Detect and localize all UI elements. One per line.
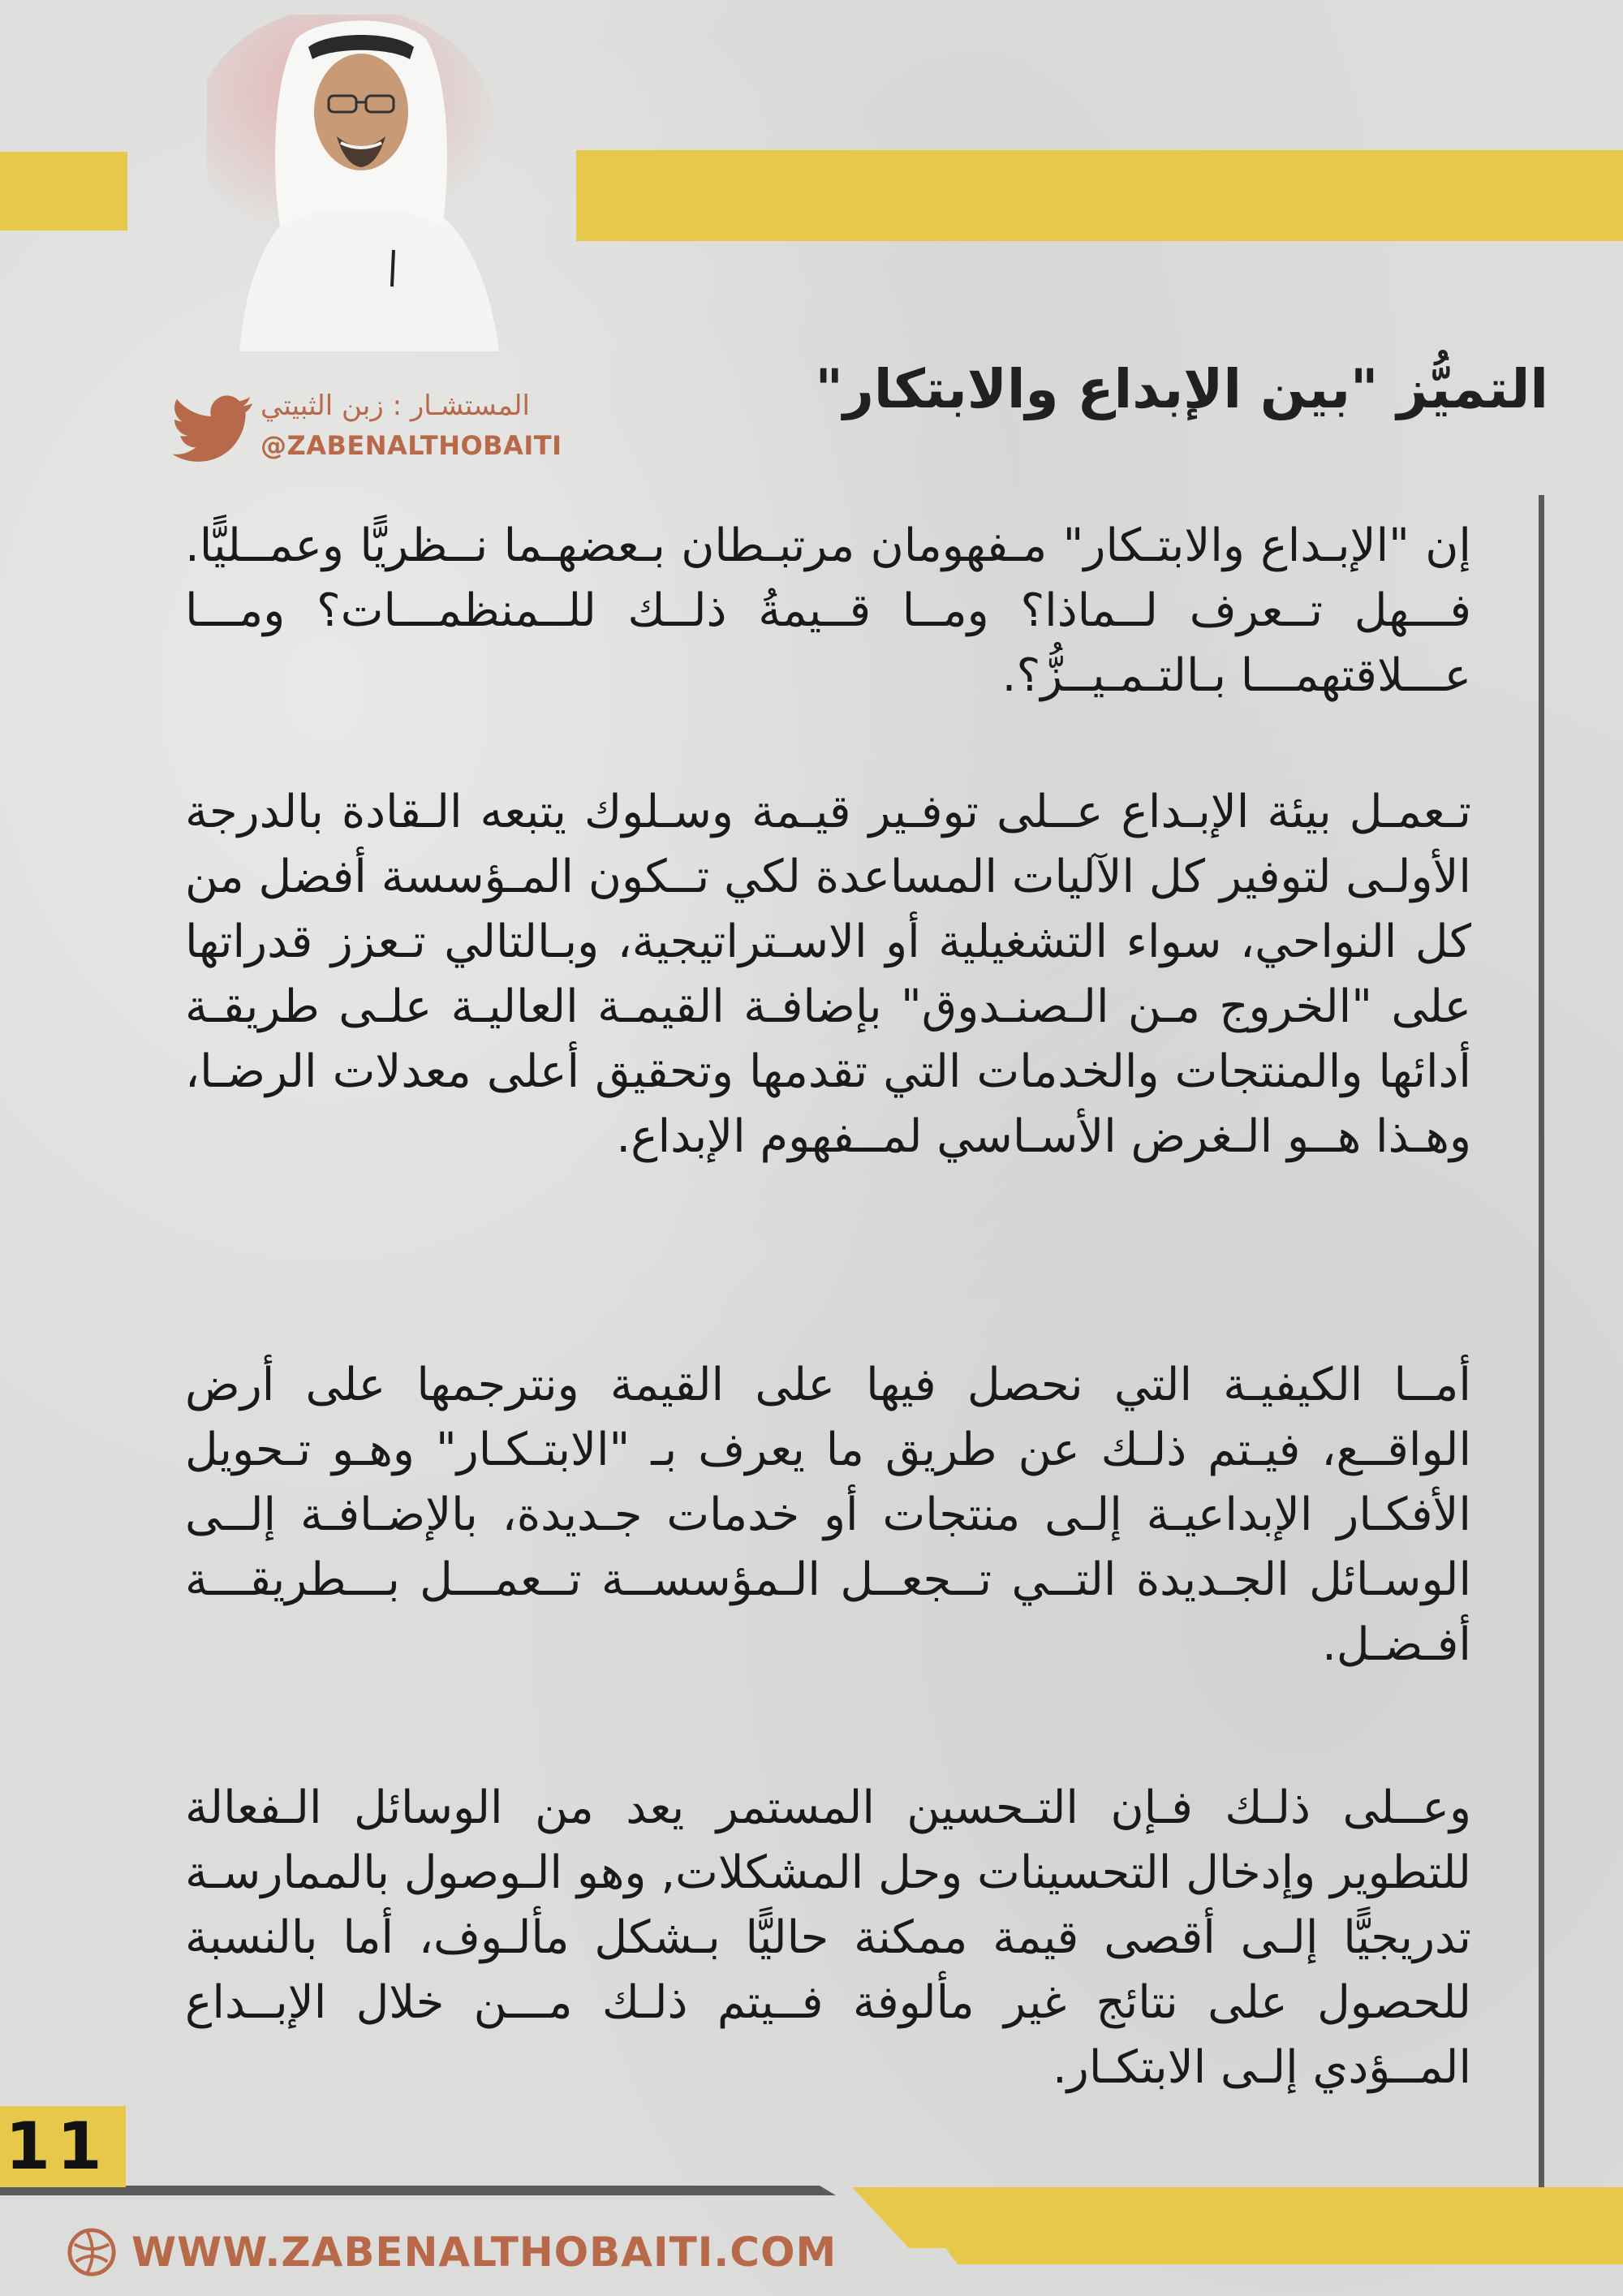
page-number-box: [0, 2106, 126, 2187]
author-block: [166, 388, 588, 477]
twitter-icon[interactable]: [166, 388, 260, 469]
decorative-bar-right: [576, 150, 1623, 241]
page-number: 11: [5, 2109, 109, 2184]
website-link[interactable]: WWW.ZABENALTHOBAITI.COM: [131, 2229, 837, 2276]
author-name: المستشـار : زبن الثبيتي: [260, 390, 530, 422]
decorative-bar-left: [0, 152, 127, 230]
page-title: التميُّز "بين الإبداع والابتكار": [815, 358, 1548, 420]
author-handle[interactable]: @ZABENALTHOBAITI: [260, 430, 562, 461]
vertical-rule: [1539, 495, 1544, 2187]
author-portrait: [207, 15, 523, 351]
footer-website: [67, 2224, 837, 2281]
article-paragraph-3: أمــا الكيفيـة التي نحصل فيها على القيمة ونترجمها على أرض الواقــع، فيـتم ذلـك عن طريق ما يعرف بـ "الابتـكـار" وهـو تـحويل الأفكـار الإبداعيـة إلـى منتجات أو خدمات جـديدة، بالإضـافـة إلــى الوسـائل الجـديدة التــي تــجعــل الـمؤسســة تــعمـــل بـــطريقـــة أفـضـل.: [185, 1359, 1471, 1671]
article-paragraph-2: تـعمـل بيئة الإبـداع عــلى توفـير قيـمة وسـلوك يتبعه الـقادة بالدرجة الأولـى لتوفير كل الآليات المساعدة لكي تــكون المـؤسسة أفضل من كل النواحي، سواء التشغيلية أو الاسـتراتيجية، وبـالتالي تـعزز قدراتها على "الخروج مـن الـصنـدوق" بإضافـة القيمـة العاليـة علـى طريقـة أدائها والمنتجات والخدمات التي تقدمها وتحقيق أعلى معدلات الرضـا، وهـذا هــو الـغرض الأسـاسي لمــفهوم الإبداع.: [185, 786, 1471, 1163]
globe-icon: [67, 2227, 117, 2277]
article-paragraph-4: وعــلى ذلـك فـإن التـحسين المستمر يعد من الوسائل الـفعالة للتطوير وإدخال التحسينات وحل المشكلات, وهو الـوصول بالممارسـة تدريجيًّا إلـى أقصى قيمة ممكنة حاليًّا بـشكل مألـوف، أما بالنسبة للحصول على نتائج غير مألوفة فــيتم ذلـك مـــن خلال الإبــداع المــؤدي إلـى الابتكـار.: [185, 1781, 1471, 2094]
article-paragraph-1: إن "الإبـداع والابتـكار" مـفهومان مرتبـطان بـعضهـما نــظريًّا وعمــليًّا. فـــهل تــعرف لــماذا؟ ومــا قــيمةُ ذلــك للــمنظمـــات؟ ومـــا عـــلاقتهمـــا بـالتـمـيــزُّ؟.: [185, 519, 1471, 702]
